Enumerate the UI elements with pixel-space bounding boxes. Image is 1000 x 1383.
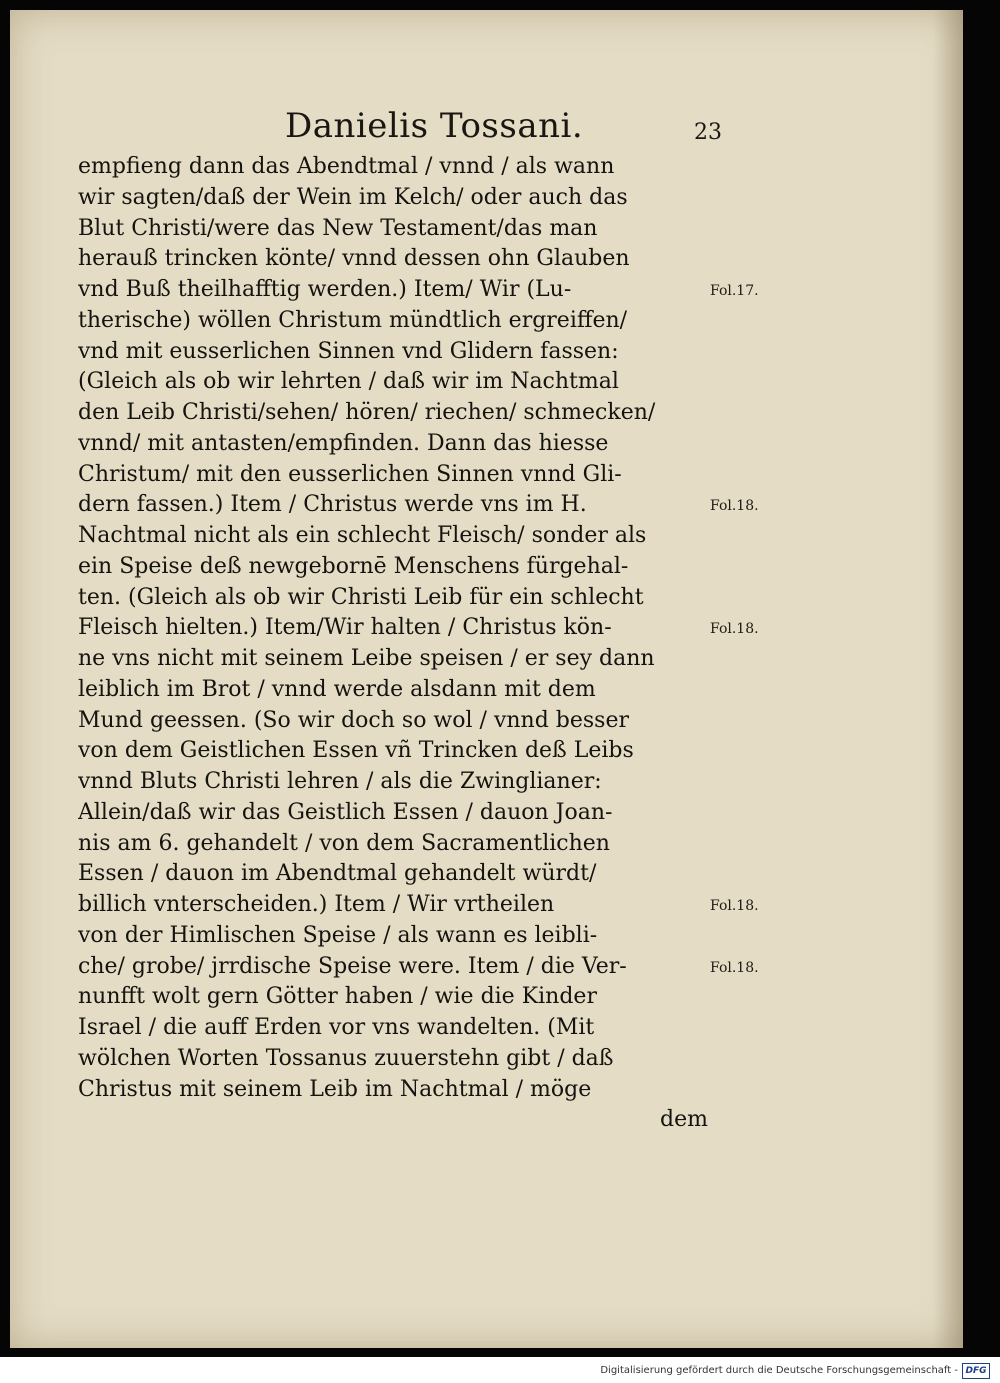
marginal-note: Fol.18.	[710, 621, 759, 638]
text-line: Allein/daß wir das Geistlich Essen / dauon Joan-	[78, 799, 613, 825]
text-line: wir sagten/daß der Wein im Kelch/ oder auch das	[78, 184, 628, 210]
text-line: nunfft wolt gern Götter haben / wie die Kinder	[78, 984, 597, 1010]
text-line: Christum/ mit den eusserlichen Sinnen vnnd Gli-	[78, 461, 622, 487]
text-line: leiblich im Brot / vnnd werde alsdann mit dem	[78, 676, 596, 702]
dfg-logo-icon: DFG	[962, 1363, 990, 1379]
text-line: ne vns nicht mit seinem Leibe speisen / er sey dann	[78, 646, 655, 671]
text-line: che/ grobe/ jrrdische Speise were. Item / die Ver-	[78, 953, 627, 979]
text-line: vnnd Bluts Christi lehren / als die Zwinglianer:	[78, 769, 602, 794]
text-line: vnnd/ mit antasten/empfinden. Dann das hiesse	[78, 430, 609, 456]
page-number: 23	[694, 120, 722, 145]
text-line: nis am 6. gehandelt / von dem Sacramentlichen	[78, 830, 610, 856]
text-line: Israel / die auff Erden vor vns wandelten. (Mit	[78, 1015, 595, 1040]
text-line: empfieng dann das Abendtmal / vnnd / als wann	[78, 154, 615, 179]
text-line: (Gleich als ob wir lehrten / daß wir im Nachtmal	[78, 369, 619, 395]
text-line: Nachtmal nicht als ein schlecht Fleisch/ sonder als	[78, 523, 647, 548]
text-line: Blut Christi/were das New Testament/das man	[78, 215, 598, 241]
text-line: wölchen Worten Tossanus zuuerstehn gibt / daß	[78, 1045, 614, 1071]
text-line: ein Speise deß newgebornē Menschens fürgehal-	[78, 553, 629, 579]
text-line: Mund geessen. (So wir doch so wol / vnnd besser	[78, 707, 629, 733]
running-head: Danielis Tossani.	[285, 106, 584, 146]
text-line: vnd mit eusserlichen Sinnen vnd Glidern fassen:	[78, 338, 619, 364]
text-line: vnd Buß theilhafftig werden.) Item/ Wir (Lu-	[78, 277, 572, 302]
text-line: von dem Geistlichen Essen vñ Trincken deß Leibs	[78, 738, 634, 764]
text-line: ten. (Gleich als ob wir Christi Leib für ein schlecht	[78, 584, 644, 610]
book-page	[10, 10, 963, 1348]
funding-credit: Digitalisierung gefördert durch die Deutsche Forschungsgemeinschaft -	[600, 1365, 958, 1376]
text-line: Christus mit seinem Leib im Nachtmal / möge	[78, 1076, 592, 1102]
text-line: Essen / dauon im Abendtmal gehandelt würdt/	[78, 861, 597, 887]
text-line: dem	[660, 1107, 708, 1133]
footer-bar	[0, 1357, 1000, 1383]
marginal-note: Fol.18.	[710, 898, 759, 914]
text-line: therische) wöllen Christum mündtlich ergreiffen/	[78, 307, 628, 333]
marginal-note: Fol.18.	[710, 498, 759, 515]
text-line: den Leib Christi/sehen/ hören/ riechen/ schmecken/	[78, 400, 656, 425]
text-line: herauß trincken könte/ vnnd dessen ohn Glauben	[78, 246, 630, 272]
marginal-note: Fol.18.	[710, 959, 759, 976]
marginal-note: Fol.17.	[710, 283, 759, 299]
text-line: Fleisch hielten.) Item/Wir halten / Christus kön-	[78, 615, 612, 641]
body-text	[78, 152, 718, 1136]
text-line: von der Himlischen Speise / als wann es leibli-	[78, 922, 598, 948]
text-line: billich vnterscheiden.) Item / Wir vrtheilen	[78, 892, 555, 917]
text-line: dern fassen.) Item / Christus werde vns im H.	[78, 492, 587, 518]
